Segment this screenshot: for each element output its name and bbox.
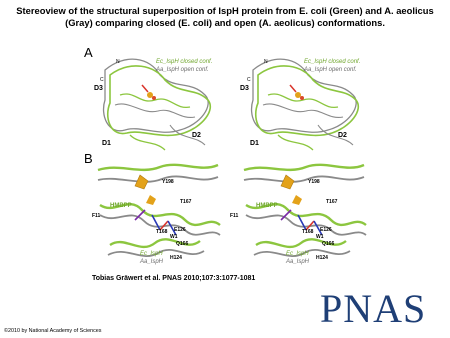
panel-a-terminus-n-left: N: [116, 59, 120, 65]
figure-title: Stereoview of the structural superposition of IspH protein from E. coli (Green) and A. aeolicus (Gray) comparing closed (E. coli) and open (A. aeolicus) conformations.: [16, 5, 434, 28]
panel-a-domain-d2-right: D2: [338, 132, 347, 139]
panel-a-letter: A: [84, 45, 93, 60]
panel-a-domain-d3-left: D3: [94, 85, 103, 92]
residue-e126-left: E126: [174, 227, 186, 233]
residue-t167-left: T167: [180, 199, 192, 205]
pnas-logo-text: PNAS: [320, 286, 427, 328]
residue-f11-left: F11: [92, 213, 101, 219]
stereoview-illustration: [80, 45, 380, 270]
panel-a-legend-aa-left: Aa_IspH open conf.: [156, 67, 209, 73]
panel-b-legend-aa-left: Aa_IspH: [140, 259, 164, 265]
residue-f11-right: F11: [230, 213, 239, 219]
residue-q166-right: Q166: [322, 241, 335, 247]
figure-image: [80, 45, 380, 270]
residue-y198-right: Y198: [308, 179, 320, 185]
citation: Tobias Gräwert et al. PNAS 2010;107:3:1077-1081: [92, 275, 256, 282]
residue-w1-right: W1: [316, 234, 324, 240]
pnas-logo: [318, 286, 438, 328]
panel-a-terminus-c-right: C: [247, 77, 251, 83]
panel-a-legend-ec-right: Ec_IspH closed conf.: [304, 59, 361, 65]
panel-a-terminus-n-right: N: [264, 59, 268, 65]
residue-h124-left: H124: [170, 255, 182, 261]
panel-b-left: [98, 165, 220, 256]
panel-a-terminus-c-left: C: [100, 77, 104, 83]
panel-b-legend-ec-right: Ec_IspH: [286, 251, 309, 257]
residue-t168-left: T168: [156, 229, 168, 235]
panel-a-domain-d1-left: D1: [102, 140, 111, 147]
residue-t168-right: T168: [302, 229, 314, 235]
ligand-label-left: HMBPP: [110, 203, 132, 209]
panel-a: [84, 45, 360, 150]
panel-a-legend-ec-left: Ec_IspH closed conf.: [156, 59, 213, 65]
copyright: ©2010 by National Academy of Sciences: [4, 328, 102, 334]
residue-e126-right: E126: [320, 227, 332, 233]
residue-q166-left: Q166: [176, 241, 189, 247]
panel-b-right: [244, 165, 366, 256]
panel-a-domain-d3-right: D3: [240, 85, 249, 92]
panel-a-domain-d1-right: D1: [250, 140, 259, 147]
panel-b-legend-ec-left: Ec_IspH: [140, 251, 163, 257]
panel-a-legend-aa-right: Aa_IspH open conf.: [304, 67, 357, 73]
residue-t167-right: T167: [326, 199, 338, 205]
ligand-label-right: HMBPP: [256, 203, 278, 209]
panel-b-letter: B: [84, 151, 93, 166]
panel-b-legend-aa-right: Aa_IspH: [286, 259, 310, 265]
panel-b: [84, 151, 366, 265]
residue-w1-left: W1: [170, 234, 178, 240]
residue-h124-right: H124: [316, 255, 328, 261]
panel-a-domain-d2-left: D2: [192, 132, 201, 139]
residue-y198-left: Y198: [162, 179, 174, 185]
